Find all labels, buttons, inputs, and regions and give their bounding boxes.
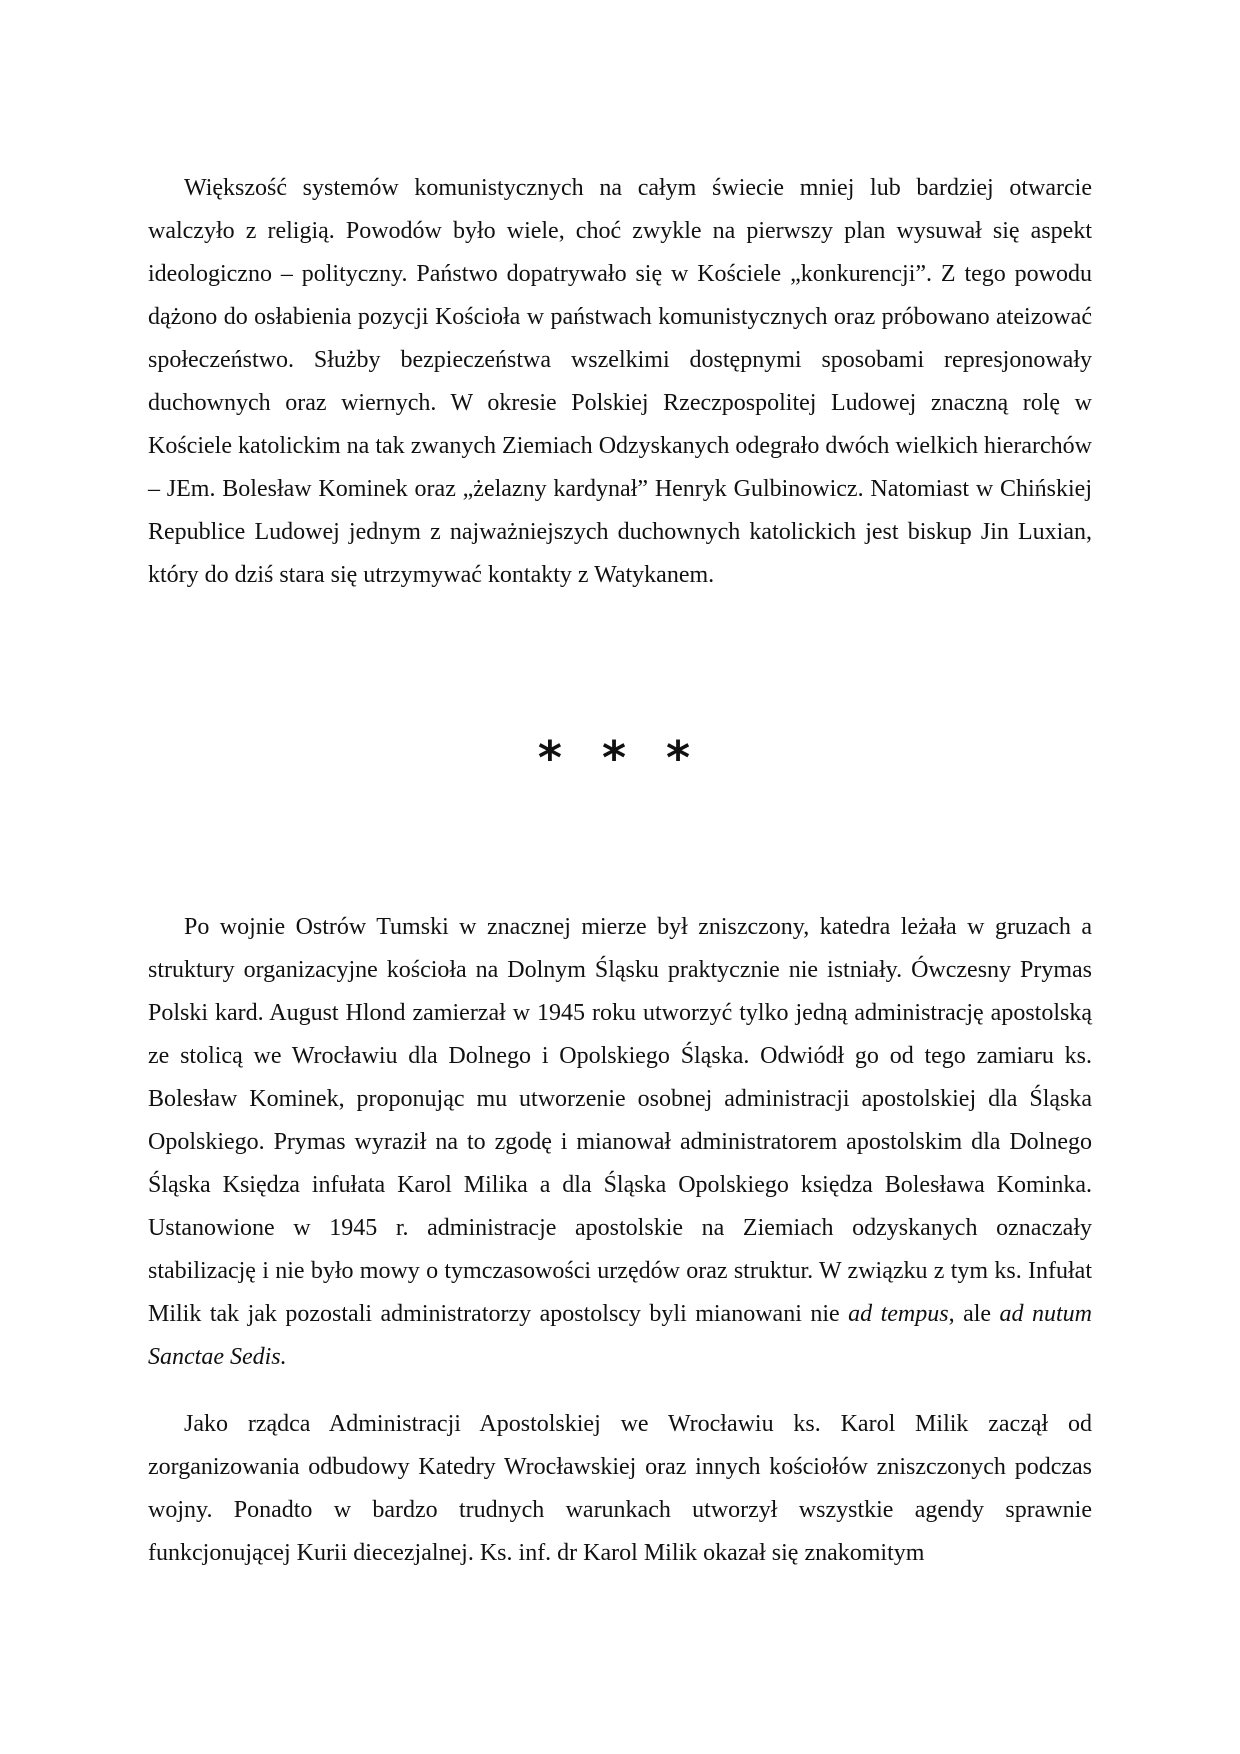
paragraph-milik: Jako rządca Administracji Apostolskiej we Wrocławiu ks. Karol Milik zaczął od zorganizowania odbudowy Katedry Wrocławskiej oraz innych kościołów zniszczonych podczas wojny. Ponadto w bardzo trudnych warunkach utworzył wszystkie agendy sprawnie funkcjonującej Kurii diecezjalnej. Ks. inf. dr Karol Milik okazał się znakomitym: [148, 1411, 1092, 1566]
latin-phrase: ad nutum Sanctae Sedis.: [148, 1301, 1093, 1370]
section-separator: * * *: [537, 731, 703, 785]
latin-phrase: ad tempus: [848, 1301, 949, 1327]
paragraph-intro: Większość systemów komunistycznych na całym świecie mniej lub bardziej otwarcie walczyło z religią. Powodów było wiele, choć zwykle na pierwszy plan wysuwał się aspekt ideologiczno – polityczny. Państwo dopatrywało się w Kościele „konkurencji”. Z tego powodu dążono do osłabienia pozycji Kościoła w państwach komunistycznych oraz próbowano ateizować społeczeństwo. Służby bezpieczeństwa wszelkimi dostępnymi sposobami represjonowały duchownych oraz wiernych. W okresie Polskiej Rzeczpospolitej Ludowej znaczną rolę w Kościele katolickim na tak zwanych Ziemiach Odzyskanych odegrało dwóch wielkich hierarchów – JEm. Bolesław Kominek oraz „żelazny kardynał” Henryk Gulbinowicz. Natomiast w Chińskiej Republice Ludowej jednym z najważniejszych duchownych katolickich jest biskup Jin Luxian, który do dziś stara się utrzymywać kontakty z Watykanem.: [148, 175, 1092, 588]
paragraph-ostrow-tumski: [148, 906, 1092, 1379]
paragraph-text-connector: , ale: [948, 1301, 992, 1327]
paragraph-text: Po wojnie Ostrów Tumski w znacznej mierze był zniszczony, katedra leżała w gruzach a struktury organizacyjne kościoła na Dolnym Śląsku praktycznie nie istniały. Ówczesny Prymas Polski kard. August Hlond zamierzał w 1945 roku utworzyć tylko jedną administrację apostolską ze stolicą we Wrocławiu dla Dolnego i Opolskiego Śląska. Odwiódł go od tego zamiaru ks. Bolesław Kominek, proponując mu utworzenie osobnej administracji apostolskiej dla Śląska Opolskiego. Prymas wyraził na to zgodę i mianował administratorem apostolskim dla Dolnego Śląska Księdza infułata Karol Milika a dla Śląska Opolskiego księdza Bolesława Kominka. Ustanowione w 1945 r. administracje apostolskie na Ziemiach odzyskanych oznaczały stabilizację i nie było mowy o tymczasowości urzędów oraz struktur. W związku z tym ks. Infułat Milik tak jak pozostali administratorzy apostolscy byli mianowani nie: [148, 914, 1092, 1327]
